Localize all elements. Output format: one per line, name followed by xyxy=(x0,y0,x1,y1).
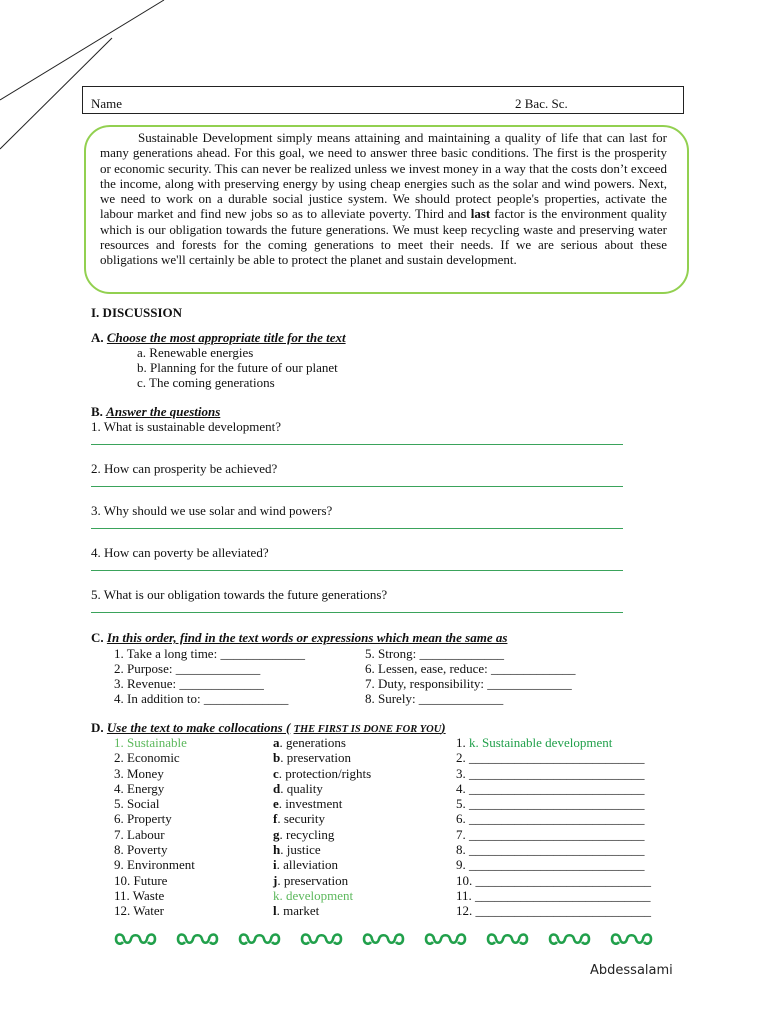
synonym-item-5[interactable]: 5. Strong: _____________ xyxy=(365,646,505,661)
first-word-5: 5. Social xyxy=(114,796,160,812)
second-word-i: i. alleviation xyxy=(273,857,338,873)
second-word-c: c. protection/rights xyxy=(273,765,372,781)
passage-text-part2: factor is the environment quality which is our obligation towards the future generations. We must keep recycling waste and preserving water resources and forests for the coming generations to meet their needs. If we are serious about these obligations we'll certainly be able to protect the planet and sustain development. xyxy=(100,206,667,268)
second-word-h: h. justice xyxy=(273,842,321,858)
answer-line-5[interactable] xyxy=(91,612,623,613)
second-word-e: e. investment xyxy=(273,796,343,812)
task-d-note: THE FIRST IS DONE FOR YOU xyxy=(293,724,442,735)
question-1: 1. What is sustainable development? xyxy=(91,419,282,434)
answer-blank-2[interactable]: 2. ___________________________ xyxy=(456,750,645,766)
task-d-instruction: Use the text to make collocations ( xyxy=(106,720,291,735)
task-d-instruction-end: ) xyxy=(441,720,446,735)
answer-blank-3[interactable]: 3. ___________________________ xyxy=(456,765,645,781)
ornament-icon xyxy=(300,930,343,948)
synonym-item-6[interactable]: 6. Lessen, ease, reduce: _____________ xyxy=(365,661,576,676)
ornament-icon xyxy=(238,930,281,948)
collocation-second-words xyxy=(273,735,371,919)
first-word-8: 8. Poverty xyxy=(114,842,168,858)
answer-blank-12[interactable]: 12. ___________________________ xyxy=(456,903,651,919)
answer-blank-5[interactable]: 5. ___________________________ xyxy=(456,796,645,812)
synonym-item-2[interactable]: 2. Purpose: _____________ xyxy=(114,661,261,676)
task-d-letter: D. xyxy=(91,720,104,735)
ornament-icon xyxy=(424,930,467,948)
ornament-icon xyxy=(176,930,219,948)
synonym-item-8[interactable]: 8. Surely: _____________ xyxy=(365,691,504,706)
task-b-heading xyxy=(91,404,220,419)
answer-blank-11[interactable]: 11. ___________________________ xyxy=(456,887,651,903)
task-c-letter: C. xyxy=(91,630,104,645)
answer-blank-9[interactable]: 9. ___________________________ xyxy=(456,857,645,873)
task-b-instruction: Answer the questions xyxy=(106,404,221,419)
collocation-first-words xyxy=(114,735,195,919)
second-word-d: d. quality xyxy=(273,780,323,796)
section-title: I. DISCUSSION xyxy=(91,305,183,320)
first-word-1: 1. Sustainable xyxy=(114,735,187,750)
answer-blank-4[interactable]: 4. ___________________________ xyxy=(456,780,645,796)
first-word-6: 6. Property xyxy=(114,811,172,827)
task-a-letter: A. xyxy=(91,330,104,345)
task-c-heading xyxy=(91,630,507,645)
first-word-3: 3. Money xyxy=(114,765,164,781)
ornament-icon xyxy=(610,930,653,948)
task-b-letter: B. xyxy=(91,404,103,419)
synonym-item-3[interactable]: 3. Revenue: _____________ xyxy=(114,676,264,691)
option-c: c. The coming generations xyxy=(137,375,275,390)
synonym-item-1[interactable]: 1. Take a long time: _____________ xyxy=(114,646,305,661)
task-a-heading xyxy=(91,330,346,345)
answer-blank-10[interactable]: 10. ___________________________ xyxy=(456,872,651,888)
first-word-9: 9. Environment xyxy=(114,857,195,873)
ornament-icon xyxy=(114,930,157,948)
second-word-j: j. preservation xyxy=(273,872,349,888)
ornament-border xyxy=(114,930,653,948)
first-word-4: 4. Energy xyxy=(114,780,165,796)
answer-line-3[interactable] xyxy=(91,528,623,529)
synonym-item-7[interactable]: 7. Duty, responsibility: _____________ xyxy=(365,676,572,691)
ornament-icon xyxy=(548,930,591,948)
ornament-icon xyxy=(486,930,529,948)
passage-text-part1: Sustainable Development simply means attaining and maintaining a quality of life that can last for many generations ahead. For this goal, we need to answer three basic conditions. The first is the prosperity or economic security. This can never be realized unless we invest money in a way that the costs don’t exceed the income, along with preserving energy by using cheap energies such as the solar and wind powers. Next, we need to work on a durable social justice system. We should protect people's properties, activate the labour market and find new jobs so as to alleviate poverty. Third and xyxy=(100,130,667,222)
ornament-icon xyxy=(362,930,405,948)
task-c-instruction: In this order, find in the text words or expressions which mean the same as xyxy=(106,630,508,645)
answer-example: 1. k. Sustainable development xyxy=(456,735,613,750)
class-label: 2 Bac. Sc. xyxy=(515,96,568,111)
answer-line-2[interactable] xyxy=(91,486,623,487)
second-word-k: k. development xyxy=(273,887,354,903)
second-word-l: l. market xyxy=(273,903,320,919)
header-box xyxy=(82,86,684,114)
author-signature: Abdessalami xyxy=(590,963,673,978)
option-b: b. Planning for the future of our planet xyxy=(137,360,338,375)
second-word-b: b. preservation xyxy=(273,750,351,766)
question-3: 3. Why should we use solar and wind powers? xyxy=(91,503,333,518)
second-word-a: a. generations xyxy=(273,735,346,750)
first-word-10: 10. Future xyxy=(114,872,168,888)
question-4: 4. How can poverty be alleviated? xyxy=(91,545,269,560)
second-word-f: f. security xyxy=(273,811,325,827)
answer-blank-8[interactable]: 8. ___________________________ xyxy=(456,842,645,858)
answer-blank-6[interactable]: 6. ___________________________ xyxy=(456,811,645,827)
option-a: a. Renewable energies xyxy=(137,345,254,360)
question-5: 5. What is our obligation towards the future generations? xyxy=(91,587,388,602)
first-word-12: 12. Water xyxy=(114,903,164,919)
question-2: 2. How can prosperity be achieved? xyxy=(91,461,278,476)
answer-blank-7[interactable]: 7. ___________________________ xyxy=(456,826,645,842)
answer-line-4[interactable] xyxy=(91,570,623,571)
second-word-g: g. recycling xyxy=(273,826,335,842)
passage-bold-word: last xyxy=(470,206,491,222)
answer-line-1[interactable] xyxy=(91,444,623,445)
task-a-instruction: Choose the most appropriate title for the text xyxy=(106,330,346,345)
collocation-answers xyxy=(456,735,651,919)
name-label: Name xyxy=(91,96,123,111)
first-word-7: 7. Labour xyxy=(114,826,165,842)
reading-passage xyxy=(100,130,667,268)
first-word-2: 2. Economic xyxy=(114,750,180,766)
first-word-11: 11. Waste xyxy=(114,887,165,903)
synonym-item-4[interactable]: 4. In addition to: _____________ xyxy=(114,691,289,706)
